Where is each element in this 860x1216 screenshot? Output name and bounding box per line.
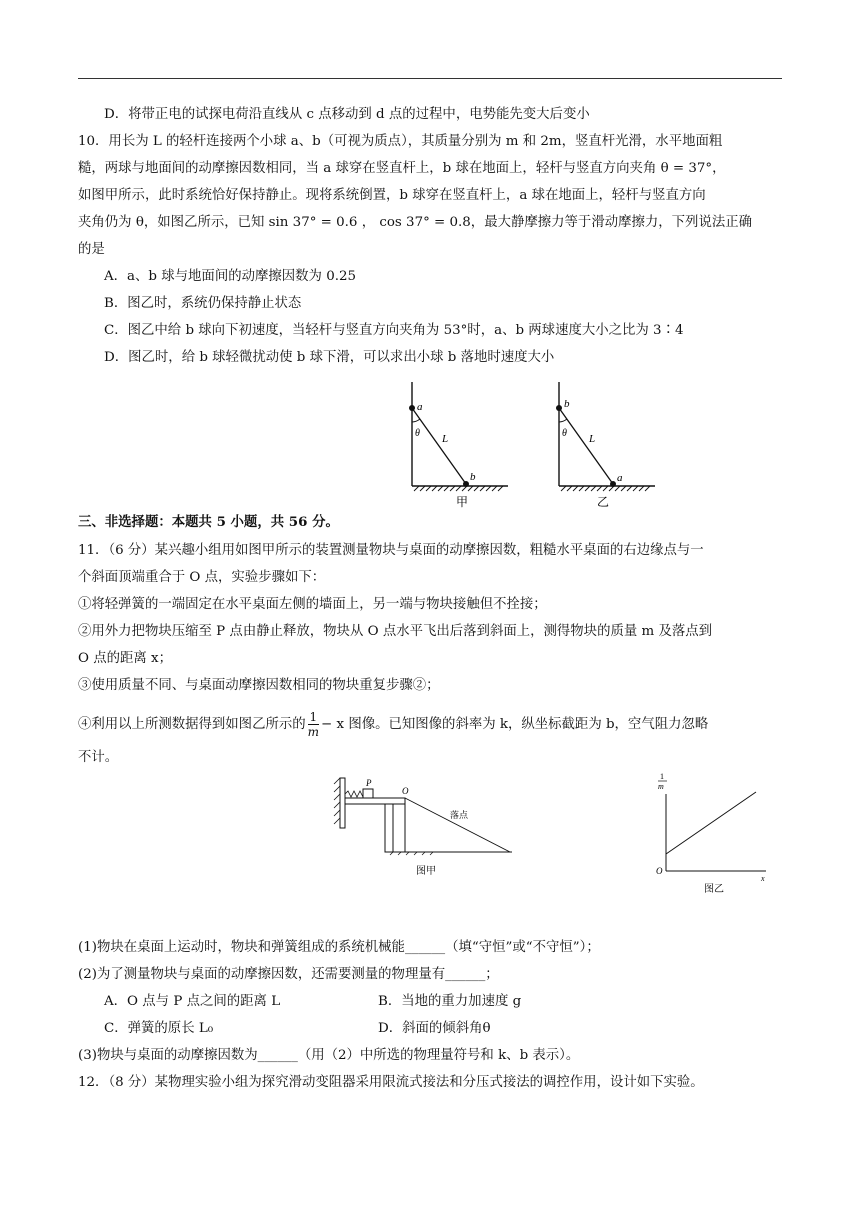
table-leg — [385, 804, 393, 852]
q10-option-b: B．图乙时，系统仍保持静止状态 — [104, 296, 302, 311]
q11-step-2a: ②用外力把物块压缩至 P 点由静止释放，物块从 O 点水平飞出后落到斜面上，测得物块的质量 m 及落点到 — [78, 624, 713, 639]
q11-step-1: ①将轻弹簧的一端固定在水平桌面左侧的墙面上，另一端与物块接触但不拴接； — [78, 597, 547, 612]
label-origin: O — [656, 866, 663, 876]
ball-top — [409, 405, 415, 411]
q10-line-1: 10．用长为 L 的轻杆连接两个小球 a、b（可视为质点），其质量分别为 m 和 2m，竖直杆光滑，水平地面粗 — [78, 134, 723, 149]
q11-option-d: D．斜面的倾斜角θ — [378, 1021, 491, 1036]
q10-figure-jia — [400, 378, 510, 510]
label-rod-length: L — [589, 433, 596, 445]
q11-step-4-end: 不计。 — [78, 750, 119, 765]
ylabel-denominator: m — [658, 782, 664, 791]
q11-figure-jia — [330, 770, 520, 882]
q10-line-2: 糙，两球与地面间的动摩擦因数相同，当 a 球穿在竖直杆上，b 球在地面上，轻杆与竖直方向夹角 θ = 37°， — [78, 161, 726, 176]
q11-sub-3: (3)物块与桌面的动摩擦因数为______（用（2）中所选的物理量符号和 k、b 表示）。 — [78, 1048, 580, 1063]
section-3-heading: 三、非选择题：本题共 5 小题，共 56 分。 — [78, 514, 339, 530]
angle-arc — [559, 419, 567, 422]
header-rule — [78, 78, 782, 79]
q11-step-4 — [78, 710, 782, 739]
q10-line-4: 夹角仍为 θ，如图乙所示，已知 sin 37° = 0.6 ， cos 37° = 0.8，最大静摩擦力等于滑动摩擦力，下列说法正确 — [78, 215, 753, 230]
label-rod-length: L — [442, 433, 449, 445]
ylabel-numerator: 1 — [660, 772, 664, 781]
angle-arc — [412, 419, 420, 422]
label-theta: θ — [415, 428, 420, 439]
block — [363, 789, 373, 798]
q11-line-1: 11．（6 分）某兴趣小组用如图甲所示的装置测量物块与桌面的动摩擦因数，粗糙水平桌面的右边缘点与一 — [78, 543, 704, 558]
q11-option-c: C．弹簧的原长 L₀ — [104, 1021, 214, 1036]
q10-option-a: A．a、b 球与地面间的动摩擦因数为 0.25 — [104, 269, 357, 284]
ground-hatch — [561, 486, 650, 491]
fraction-1-over-m: $\frac{1}{m}$ — [307, 710, 320, 739]
q11-step-4-pre: ④利用以上所测数据得到如图乙所示的 — [78, 717, 306, 732]
label-bottom-ball: b — [470, 471, 476, 483]
incline-surface — [405, 798, 510, 852]
q11-option-a: A．O 点与 P 点之间的距离 L — [104, 994, 281, 1009]
q10-option-c: C．图乙中给 b 球向下初速度，当轻杆与竖直方向夹角为 53°时，a、b 两球速度大小之比为 3∶4 — [104, 323, 684, 338]
caption-tuyi: 图乙 — [704, 884, 724, 895]
q10-figure-yi — [547, 378, 657, 510]
caption-yi: 乙 — [597, 495, 610, 509]
caption-tujia: 图甲 — [416, 866, 436, 877]
label-o: O — [402, 786, 409, 796]
q12-line-1: 12．（8 分）某物理实验小组为探究滑动变阻器采用限流式接法和分压式接法的调控作用，设计如下实验。 — [78, 1075, 704, 1090]
incline-base — [393, 804, 405, 852]
label-theta: θ — [562, 428, 567, 439]
wall — [340, 778, 345, 828]
label-top-ball: b — [564, 398, 570, 410]
caption-jia: 甲 — [456, 495, 469, 509]
q11-step-2b: O 点的距离 x； — [78, 651, 172, 666]
q10-line-5: 的是 — [78, 242, 105, 257]
q11-sub-1: (1)物块在桌面上运动时，物块和弹簧组成的系统机械能______（填“守恒”或“不守恒”）； — [78, 940, 600, 955]
ball-top — [556, 405, 562, 411]
wall-hatch — [334, 778, 340, 824]
label-top-ball: a — [417, 401, 423, 413]
q11-sub-2: (2)为了测量物块与桌面的动摩擦因数，还需要测量的物理量有______； — [78, 967, 499, 982]
ball-bottom — [463, 481, 469, 487]
ball-bottom — [610, 481, 616, 487]
label-bottom-ball: a — [617, 472, 623, 484]
graph-line — [666, 792, 756, 854]
ground-hatch — [414, 486, 503, 491]
q10-line-3: 如图甲所示，此时系统恰好保持静止。现将系统倒置，b 球穿在竖直杆上，a 球在地面上，轻杆与竖直方向 — [78, 188, 706, 203]
q10-option-d: D．图乙时，给 b 球轻微扰动使 b 球下滑，可以求出小球 b 落地时速度大小 — [104, 350, 555, 365]
q11-option-b: B．当地的重力加速度 g — [378, 994, 522, 1009]
label-landing-point: 落点 — [450, 811, 469, 821]
table-top — [345, 798, 405, 804]
q11-step-4-post: − x 图像。已知图像的斜率为 k，纵坐标截距为 b，空气阻力忽略 — [321, 717, 709, 732]
label-p: P — [366, 778, 372, 788]
q11-step-3: ③使用质量不同、与桌面动摩擦因数相同的物块重复步骤②； — [78, 678, 440, 693]
prev-option-d: D．将带正电的试探电荷沿直线从 c 点移动到 d 点的过程中，电势能先变大后变小 — [104, 107, 590, 122]
q11-figure-yi — [650, 770, 775, 898]
q11-line-2: 个斜面顶端重合于 O 点，实验步骤如下： — [78, 570, 326, 585]
xlabel: x — [761, 874, 765, 883]
